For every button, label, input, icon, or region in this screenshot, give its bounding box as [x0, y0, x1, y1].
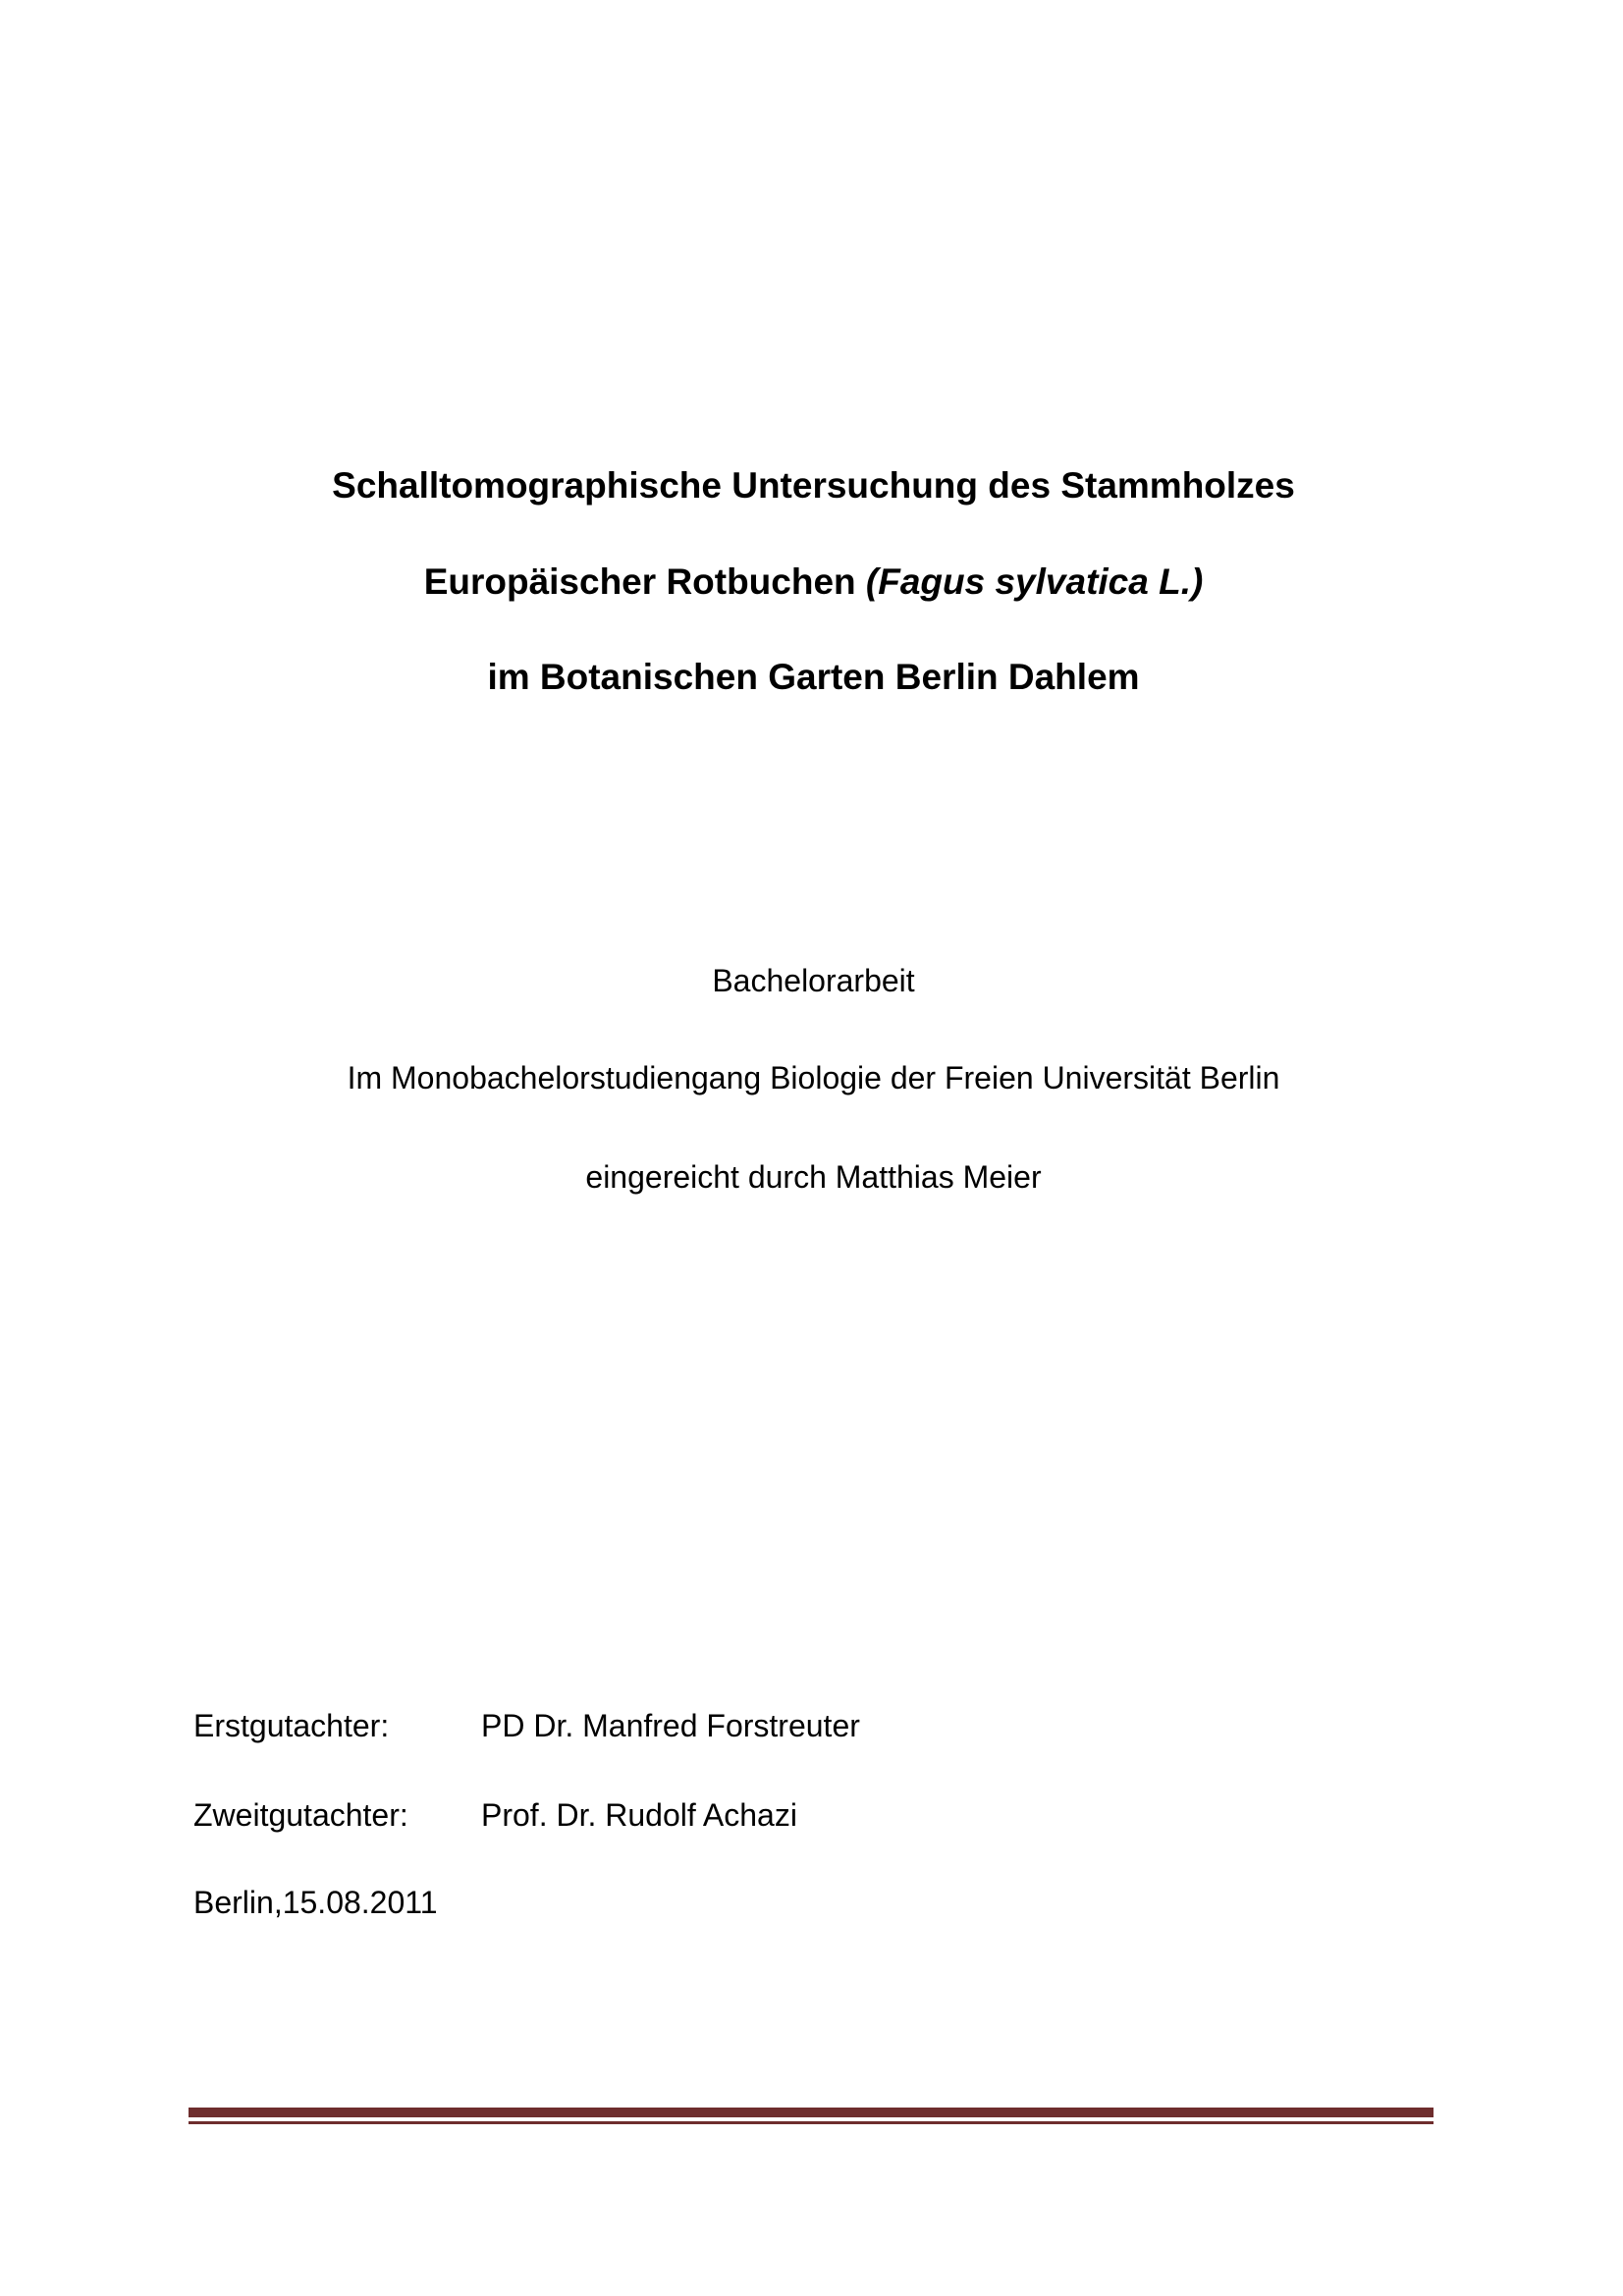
- title-line-2-latin-name: (Fagus sylvatica L.): [865, 561, 1204, 602]
- first-reviewer-label: Erstgutachter:: [193, 1708, 390, 1743]
- footer-rule-thick-bar: [189, 2108, 1434, 2117]
- title-line-2: [193, 562, 1434, 603]
- title-line-3: im Botanischen Garten Berlin Dahlem: [487, 657, 1140, 697]
- thesis-type: Bachelorarbeit: [712, 963, 915, 998]
- submitted-by: eingereicht durch Matthias Meier: [585, 1159, 1042, 1195]
- second-reviewer-name: Prof. Dr. Rudolf Achazi: [481, 1797, 797, 1833]
- study-program: Im Monobachelorstudiengang Biologie der Freien Universität Berlin: [347, 1060, 1280, 1095]
- first-reviewer-name: PD Dr. Manfred Forstreuter: [481, 1708, 860, 1743]
- title-line-2-species-intro: Europäischer Rotbuchen: [423, 561, 866, 602]
- title-line-1: Schalltomographische Untersuchung des Stammholzes: [332, 465, 1295, 506]
- second-reviewer-row: [193, 1798, 1434, 1833]
- first-reviewer-row: [193, 1709, 1434, 1743]
- second-reviewer-label: Zweitgutachter:: [193, 1797, 408, 1833]
- place-date: Berlin,15.08.2011: [193, 1885, 438, 1920]
- footer-rule-thin-bar: [189, 2121, 1434, 2124]
